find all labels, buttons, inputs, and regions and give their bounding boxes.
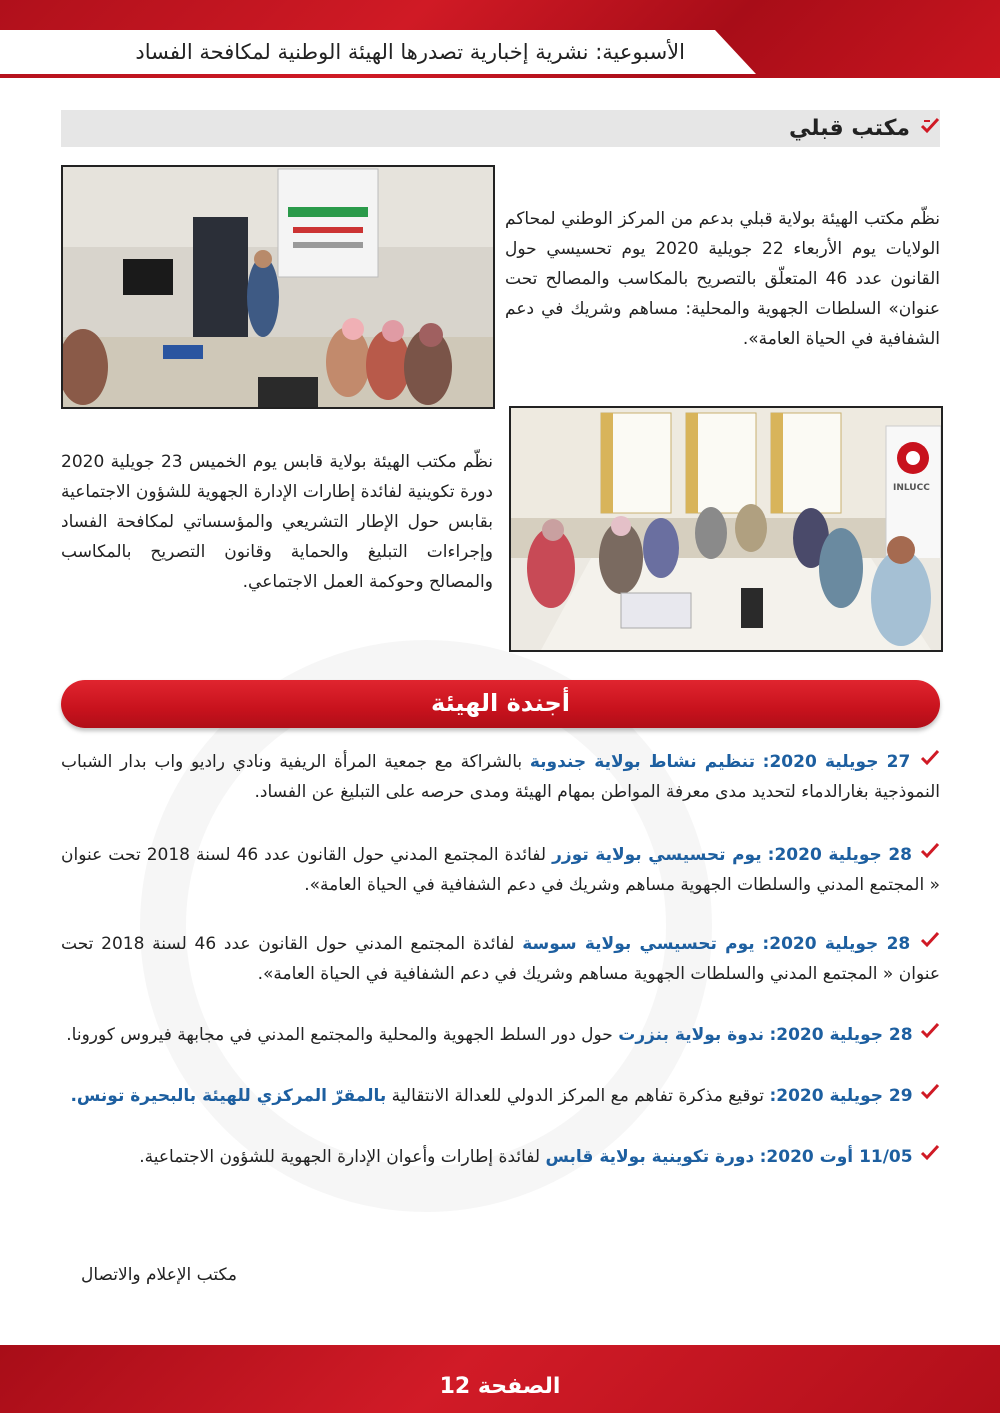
agenda-item	[61, 747, 940, 807]
agenda-highlight: دورة تكوينية بولاية قابس	[545, 1147, 755, 1167]
section-heading	[789, 113, 940, 143]
check-bullet-icon	[918, 1081, 940, 1111]
agenda-text: لفائدة المجتمع المدني حول القانون عدد 46 لسنة 2018 تحت عنوان « المجتمع المدني والسلطات الجهوية مساهم وشريك في دعم الشفافية في الحياة العامة».	[61, 934, 940, 984]
article-gabes: نظّم مكتب الهيئة بولاية قابس يوم الخميس 23 جويلية 2020 دورة تكوينية لفائدة إطارات الإدارة الجهوية للشؤون الاجتماعية بقابس حول الإطار التشريعي والمؤسساتي لمكافحة الفساد وإجراءات التبليغ والحماية وقانون التصريح بالمكاسب والمصالح وحوكمة العمل الاجتماعي.	[61, 452, 494, 592]
agenda-text: توقيع مذكرة تفاهم مع المركز الدولي للعدالة الانتقالية	[391, 1086, 765, 1106]
agenda-date: 28 جويلية 2020:	[769, 1025, 913, 1045]
photo-workshop-kebili	[61, 165, 495, 409]
newsletter-title: الأسبوعية: نشرية إخبارية تصدرها الهيئة الوطنية لمكافحة الفساد	[135, 40, 685, 64]
agenda-item	[61, 1020, 940, 1050]
agenda-highlight: تنظيم نشاط بولاية جندوبة	[529, 752, 755, 772]
check-bullet-icon	[920, 116, 940, 141]
agenda-highlight: بالمقرّ المركزي للهيئة بالبحيرة تونس.	[70, 1086, 387, 1106]
agenda-date: 29 جويلية 2020:	[769, 1086, 913, 1106]
check-bullet-icon	[918, 929, 940, 959]
check-bullet-icon	[918, 1020, 940, 1050]
agenda-text: لفائدة المجتمع المدني حول القانون عدد 46 لسنة 2018 تحت عنوان « المجتمع المدني والسلطات الجهوية مساهم وشريك في دعم الشفافية في الحياة العامة».	[61, 845, 940, 895]
agenda-text: لفائدة إطارات وأعوان الإدارة الجهوية للشؤون الاجتماعية.	[139, 1147, 541, 1167]
agenda-date: 11/05 أوت 2020:	[759, 1147, 913, 1167]
agenda-highlight: يوم تحسيسي بولاية توزر	[552, 845, 762, 865]
agenda-item	[61, 929, 940, 989]
agenda-item	[61, 840, 940, 900]
agenda-item	[61, 1142, 940, 1172]
agenda-date: 28 جويلية 2020:	[767, 845, 912, 865]
agenda-date: 27 جويلية 2020:	[762, 752, 911, 772]
footer-office: مكتب الإعلام والاتصال	[81, 1265, 237, 1285]
agenda-item	[61, 1081, 940, 1111]
photo-training-gabes	[509, 406, 943, 652]
section-title: مكتب قبلي	[789, 115, 910, 141]
inlucc-banner-label: INLUCC	[893, 483, 930, 493]
agenda-date: 28 جويلية 2020:	[762, 934, 911, 954]
agenda-highlight: ندوة بولاية بنزرت	[618, 1025, 765, 1045]
article-kebili: نظّم مكتب الهيئة بولاية قبلي بدعم من المركز الوطني لمحاكم الولايات يوم الأربعاء 22 جويلية 2020 يوم تحسيسي حول القانون عدد 46 المتعلّق بالتصريح بالمكاسب والمصالح تحت عنوان» السلطات الجهوية والمحلية: مساهم وشريك في دعم الشفافية في الحياة العامة».	[505, 209, 940, 349]
check-bullet-icon	[918, 840, 940, 870]
agenda-text: بالشراكة مع جمعية المرأة الريفية ونادي راديو واب بدار الشباب النموذجية بغارالدماء لتحديد مدى معرفة المواطن بمهام الهيئة ومدى حرصه على التبليغ عن الفساد.	[61, 752, 940, 802]
page-number: الصفحة 12	[439, 1374, 561, 1399]
agenda-highlight: يوم تحسيسي بولاية سوسة	[522, 934, 755, 954]
check-bullet-icon	[918, 747, 940, 777]
check-bullet-icon	[918, 1142, 940, 1172]
agenda-title: أجندة الهيئة	[431, 689, 570, 717]
agenda-text: حول دور السلط الجهوية والمحلية والمجتمع المدني في مجابهة فيروس كورونا.	[66, 1025, 613, 1045]
